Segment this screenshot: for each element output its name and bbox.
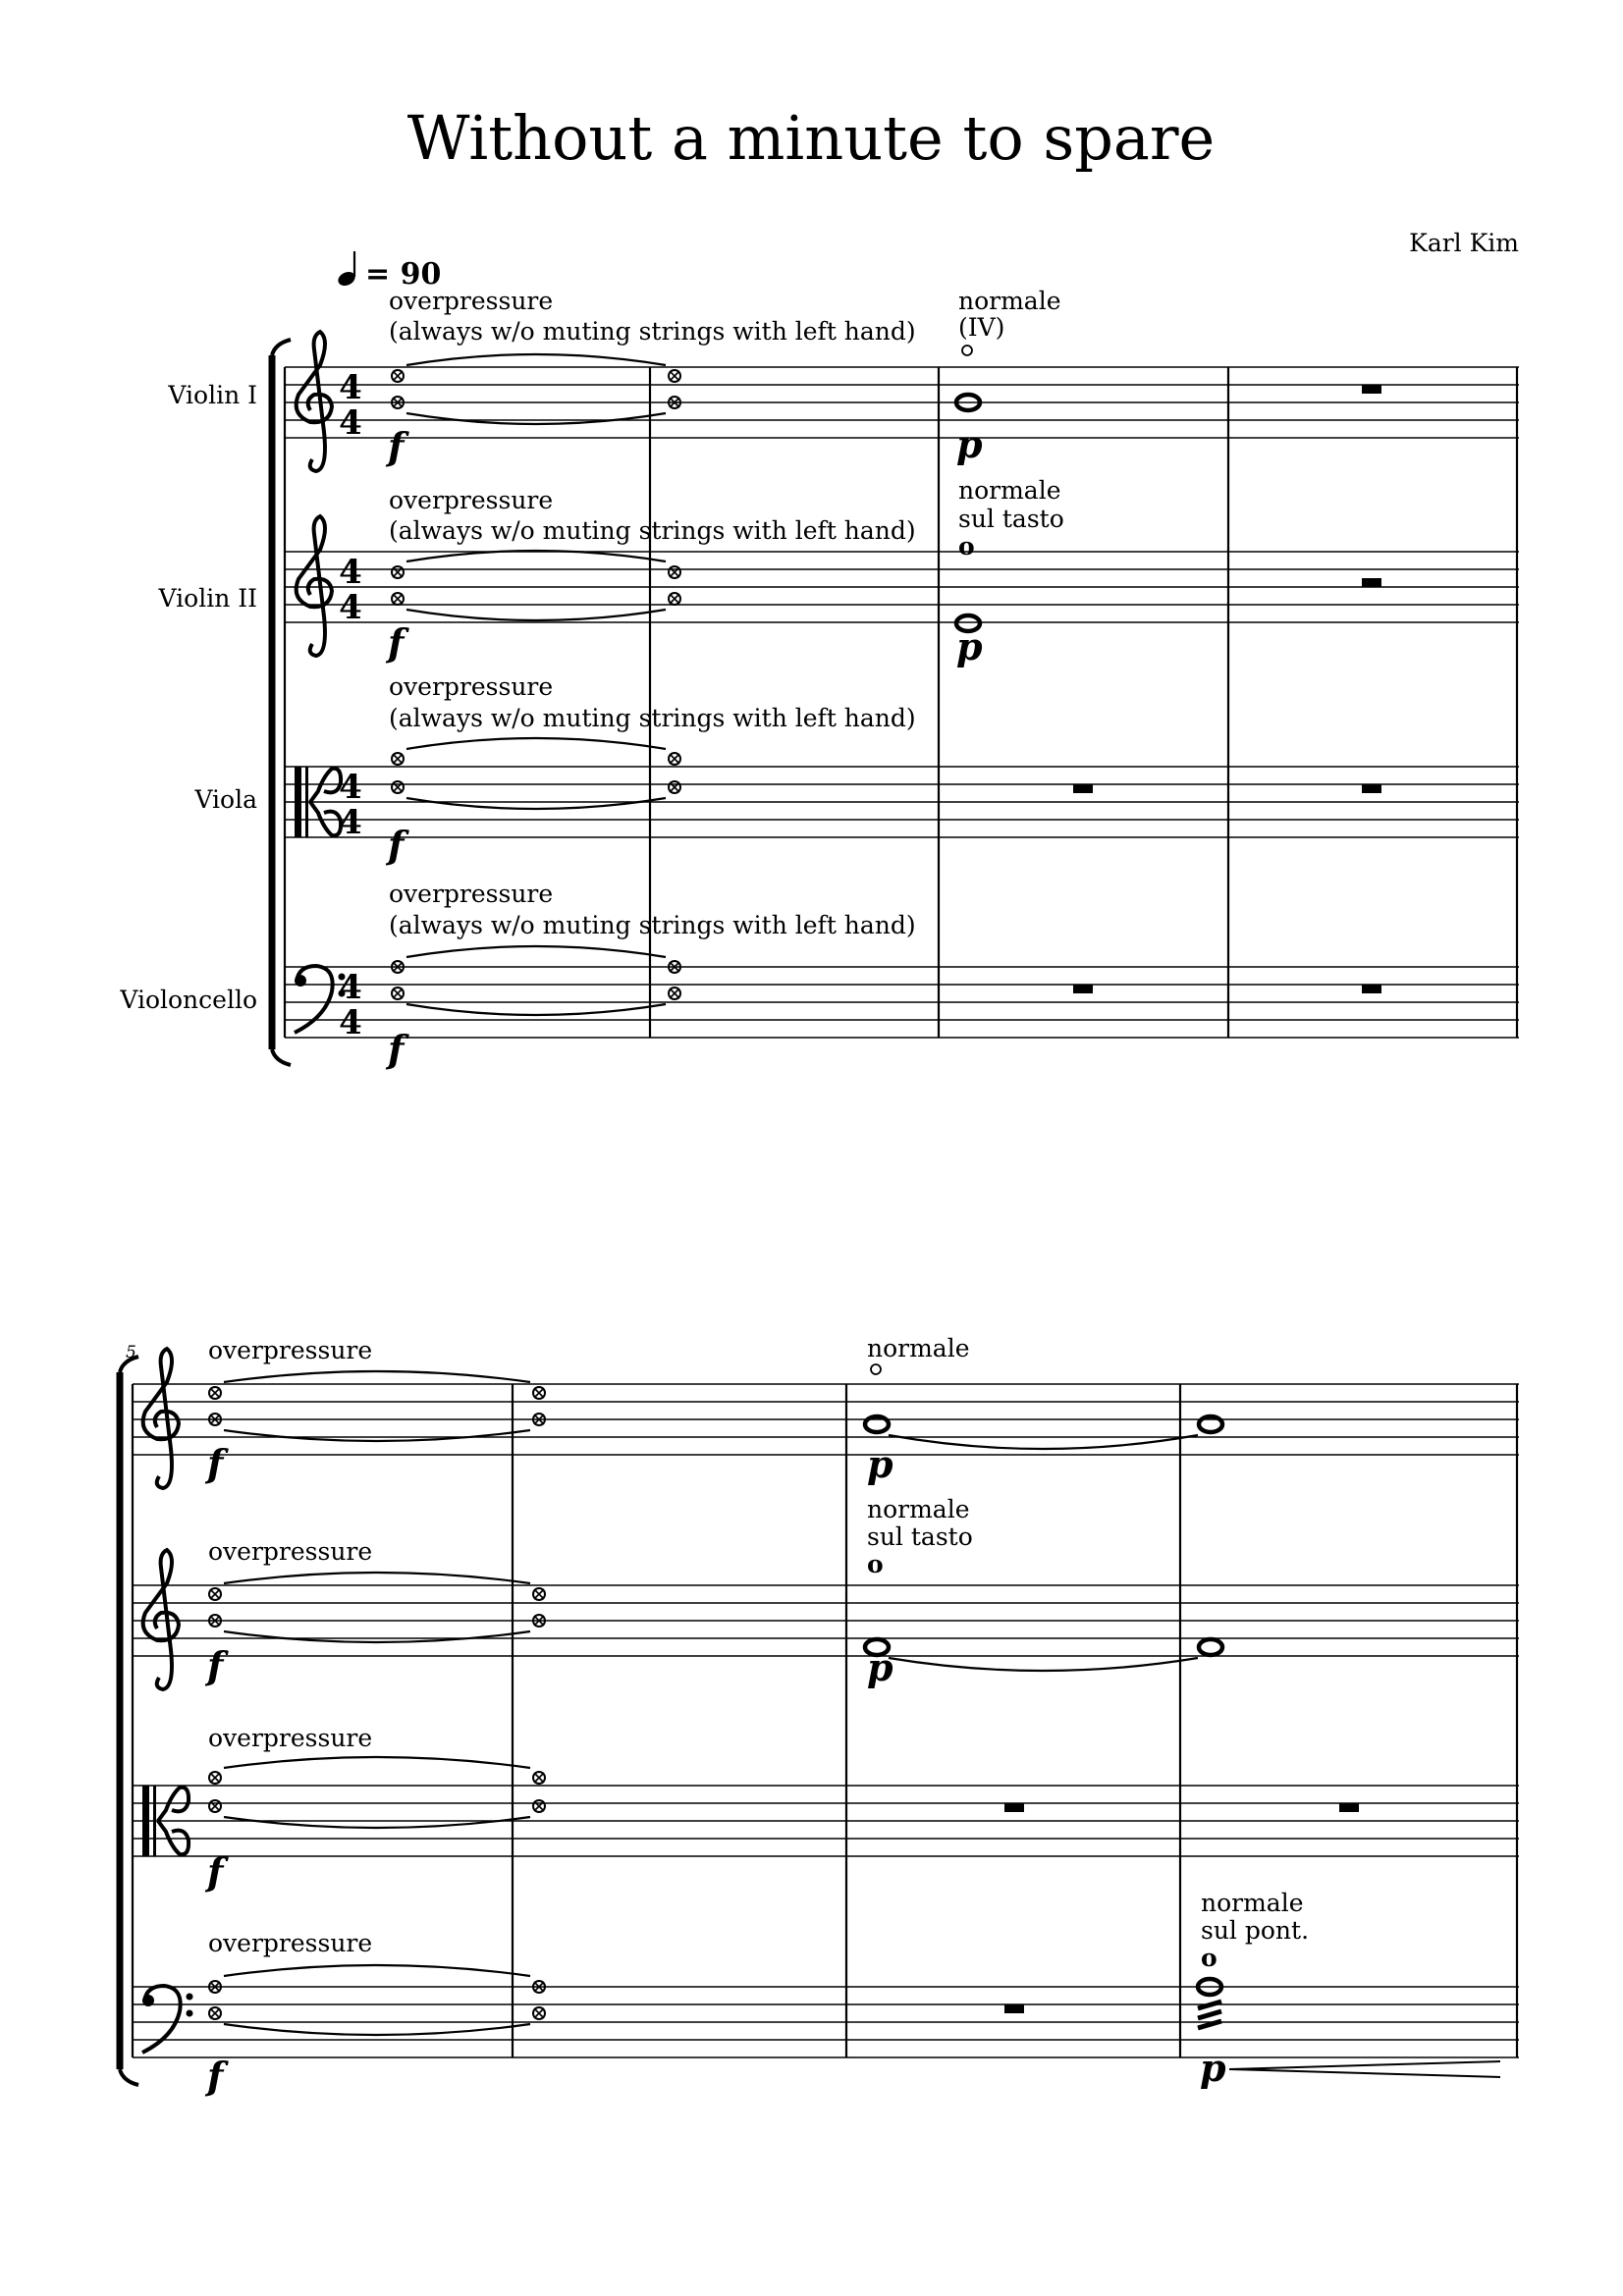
harmonic-circle-icon	[962, 346, 972, 355]
tie	[406, 354, 666, 365]
dynamic-forte: f	[207, 1849, 224, 1894]
tie	[224, 1817, 530, 1828]
svg-text:4: 4	[339, 803, 362, 842]
note-overpressure	[669, 593, 680, 605]
technique-overpressure: overpressure	[208, 1929, 373, 1957]
dynamic-piano: p	[956, 422, 983, 466]
dynamic-forte: f	[388, 620, 405, 665]
tie	[224, 1371, 530, 1382]
harmonic-circle-icon: o	[867, 1550, 884, 1578]
time-signature	[339, 968, 362, 1042]
tie	[406, 946, 666, 957]
note-overpressure	[533, 1588, 545, 1600]
dynamic-forte: f	[388, 1027, 405, 1071]
time-signature	[339, 553, 362, 627]
svg-text:4: 4	[339, 1003, 362, 1042]
tempo-marking	[336, 251, 441, 292]
technique-overpressure: overpressure	[208, 1336, 373, 1364]
technique-overpressure: overpressure	[389, 486, 554, 514]
treble-clef-icon	[297, 332, 332, 471]
whole-rest	[1339, 1803, 1359, 1812]
technique-note: (always w/o muting strings with left hand)	[389, 911, 916, 939]
svg-text:4: 4	[339, 968, 362, 1007]
technique-note: (always w/o muting strings with left hand)	[389, 317, 916, 346]
dynamic-forte: f	[207, 1441, 224, 1485]
staff-violin-1	[285, 367, 1519, 438]
note-overpressure	[392, 370, 404, 382]
tie	[406, 1004, 666, 1015]
technique-overpressure: overpressure	[208, 1537, 373, 1566]
system-1	[119, 287, 1519, 1071]
note-overpressure	[392, 781, 404, 793]
harmonic-circle-icon: o	[1201, 1944, 1217, 1972]
tie	[224, 1430, 530, 1441]
staff-viola	[285, 767, 1519, 837]
measure-number: 5	[126, 1343, 136, 1362]
system-bracket	[272, 340, 291, 1065]
tie	[406, 798, 666, 809]
whole-rest	[1073, 784, 1093, 793]
technique-normale: normale	[1201, 1889, 1304, 1917]
svg-text:4: 4	[339, 368, 362, 407]
tie	[889, 1658, 1198, 1671]
whole-rest	[1362, 578, 1381, 587]
whole-rest	[1004, 2004, 1024, 2013]
technique-normale: normale	[958, 476, 1061, 505]
svg-text:4: 4	[339, 588, 362, 627]
tie	[224, 1631, 530, 1642]
whole-rest	[1004, 1803, 1024, 1812]
dynamic-piano: p	[956, 624, 983, 668]
treble-clef-icon	[143, 1349, 179, 1488]
tremolo-strokes-icon	[1198, 2002, 1221, 2028]
whole-note	[1199, 1639, 1222, 1655]
composer-name: Karl Kim	[1409, 229, 1519, 257]
whole-rest	[1362, 784, 1381, 793]
treble-clef-icon	[143, 1550, 179, 1689]
instrument-name-viola: Viola	[194, 785, 257, 814]
dynamic-forte: f	[388, 823, 405, 867]
technique-normale: normale	[867, 1495, 970, 1523]
note-overpressure	[392, 566, 404, 578]
technique-note: (always w/o muting strings with left hand)	[389, 516, 916, 545]
note-overpressure	[669, 753, 680, 765]
note-overpressure	[209, 1387, 221, 1399]
treble-clef-icon	[297, 516, 332, 656]
note-overpressure	[669, 781, 680, 793]
technique-overpressure: overpressure	[389, 880, 554, 908]
technique-normale: normale	[867, 1334, 970, 1362]
harmonic-circle-icon	[871, 1364, 881, 1374]
tempo-value: = 90	[365, 257, 442, 292]
note-overpressure	[533, 1772, 545, 1784]
technique-overpressure: overpressure	[208, 1724, 373, 1752]
note-overpressure	[669, 988, 680, 999]
note-overpressure	[209, 1772, 221, 1784]
note-overpressure	[209, 1800, 221, 1812]
dynamic-piano: p	[867, 1442, 893, 1486]
tie	[224, 2024, 530, 2035]
staff-viola	[133, 1786, 1519, 1856]
staff-cello	[285, 967, 1519, 1038]
dynamic-forte: f	[207, 1643, 224, 1687]
note-overpressure	[209, 2007, 221, 2019]
technique-overpressure: overpressure	[389, 672, 554, 701]
staff-violin-2	[133, 1585, 1519, 1656]
note-overpressure	[392, 753, 404, 765]
dynamic-forte: f	[388, 424, 405, 468]
svg-text:4: 4	[339, 553, 362, 592]
tie	[406, 738, 666, 749]
instrument-name-violin-1: Violin I	[168, 381, 257, 409]
note-overpressure	[392, 988, 404, 999]
technique-sul-tasto: sul tasto	[867, 1522, 973, 1551]
tie	[224, 1573, 530, 1583]
note-overpressure	[669, 566, 680, 578]
score-title: Without a minute to spare	[406, 102, 1216, 174]
technique-sul-tasto: sul tasto	[958, 505, 1064, 533]
staff-violin-2	[285, 552, 1519, 622]
technique-sul-pont: sul pont.	[1201, 1916, 1310, 1945]
dynamic-piano: p	[1200, 2046, 1226, 2090]
string-indication: (IV)	[958, 313, 1005, 342]
note-overpressure	[392, 593, 404, 605]
time-signature	[339, 768, 362, 842]
bass-clef-icon	[295, 966, 346, 1033]
tie	[224, 1757, 530, 1768]
svg-text:4: 4	[339, 768, 362, 807]
dynamic-piano: p	[867, 1645, 893, 1689]
bass-clef-icon	[142, 1986, 193, 2053]
staff-cello	[133, 1987, 1519, 2057]
note-overpressure	[209, 1588, 221, 1600]
whole-rest	[1362, 385, 1381, 394]
technique-note: (always w/o muting strings with left hand)	[389, 704, 916, 732]
staff-violin-1	[133, 1384, 1519, 1455]
harmonic-circle-icon: o	[958, 532, 975, 561]
crescendo-hairpin-icon	[1229, 2061, 1500, 2077]
tie	[224, 1965, 530, 1976]
note-overpressure	[669, 370, 680, 382]
time-signature	[339, 368, 362, 443]
svg-text:4: 4	[339, 403, 362, 443]
system-2	[120, 1334, 1519, 2098]
technique-normale: normale	[958, 287, 1061, 315]
note-overpressure	[533, 1387, 545, 1399]
tie	[406, 413, 666, 424]
system-bracket	[120, 1357, 138, 2085]
barlines	[513, 1384, 1517, 2057]
instrument-name-violin-2: Violin II	[158, 584, 257, 613]
note-overpressure	[533, 1800, 545, 1812]
dynamic-forte: f	[207, 2054, 224, 2098]
whole-rest	[1362, 985, 1381, 993]
instrument-name-cello: Violoncello	[120, 986, 257, 1014]
note-overpressure	[533, 2007, 545, 2019]
tie	[406, 610, 666, 620]
technique-overpressure: overpressure	[389, 287, 554, 315]
whole-rest	[1073, 985, 1093, 993]
